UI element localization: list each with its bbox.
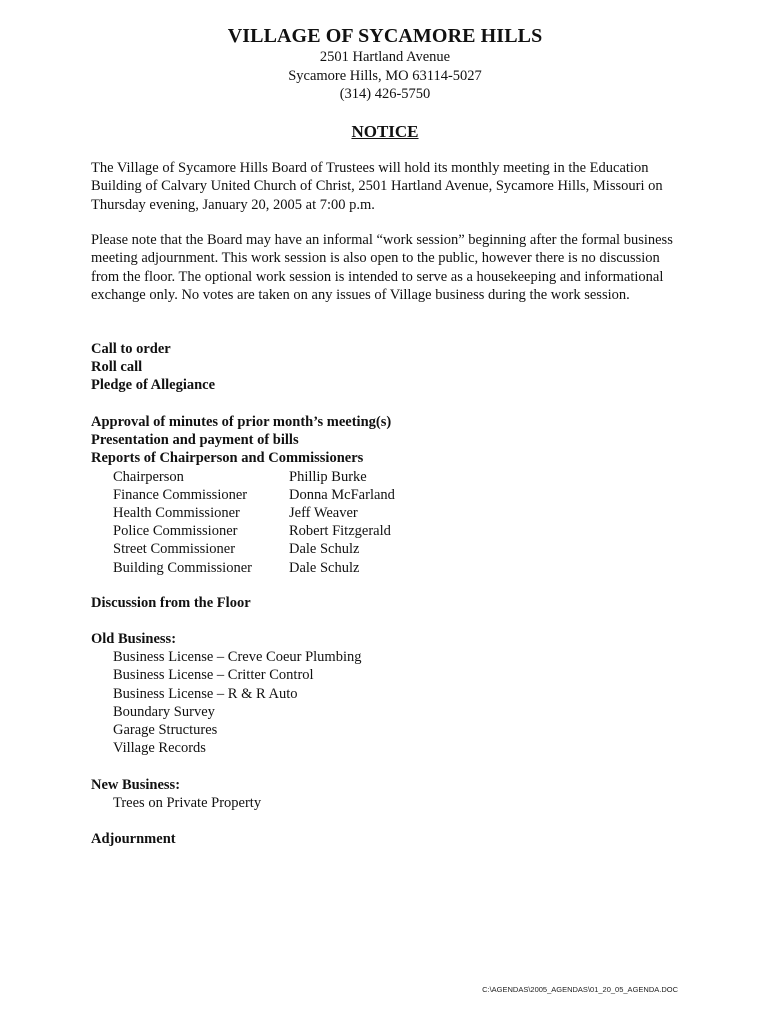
officer-title: Chairperson xyxy=(113,468,184,485)
street-address: 2501 Hartland Avenue xyxy=(319,49,451,65)
officer-name: Robert Fitzgerald xyxy=(289,523,391,540)
officer-title: Street Commissioner xyxy=(113,541,236,558)
officer-title: Police Commissioner xyxy=(113,523,238,540)
old-business-section xyxy=(91,630,691,757)
officer-row xyxy=(91,559,691,577)
agenda-item-roll-call: Roll call xyxy=(91,359,143,376)
agenda-item-discussion: Discussion from the Floor xyxy=(91,595,251,611)
agenda-item-bills: Presentation and payment of bills xyxy=(91,432,299,449)
reports-heading: Reports of Chairperson and Commissioners xyxy=(91,450,364,467)
officer-name: Phillip Burke xyxy=(289,468,367,485)
list-item: Boundary Survey xyxy=(113,703,215,720)
list-item: Trees on Private Property xyxy=(113,795,262,812)
list-item: Business License – Critter Control xyxy=(113,667,314,684)
opening-items xyxy=(91,340,691,395)
officer-row xyxy=(91,486,691,504)
reports-section xyxy=(91,413,691,577)
agenda-item-call-to-order: Call to order xyxy=(91,341,171,357)
file-path-footer: C:\AGENDAS\2005_AGENDAS\01_20_05_AGENDA.DOC xyxy=(482,985,678,994)
officer-row xyxy=(91,504,691,522)
city-state-zip: Sycamore Hills, MO 63114-5027 xyxy=(288,67,482,84)
phone-number: (314) 426-5750 xyxy=(339,86,431,102)
letterhead xyxy=(0,24,770,104)
old-business-heading: Old Business: xyxy=(91,631,177,647)
new-business-section xyxy=(91,776,691,812)
notice-title: NOTICE xyxy=(351,122,419,141)
officer-name: Dale Schulz xyxy=(289,559,360,576)
list-item: Village Records xyxy=(113,740,206,757)
new-business-heading: New Business: xyxy=(91,777,181,793)
officer-name: Dale Schulz xyxy=(289,541,360,558)
officer-row xyxy=(91,540,691,558)
officer-name: Jeff Weaver xyxy=(289,505,358,522)
agenda-item-approval-minutes: Approval of minutes of prior month’s meeting(s) xyxy=(91,414,392,430)
agenda-item-pledge: Pledge of Allegiance xyxy=(91,377,216,394)
officer-row xyxy=(91,522,691,540)
officer-title: Health Commissioner xyxy=(113,505,240,522)
meeting-announcement-paragraph: The Village of Sycamore Hills Board of Trustees will hold its monthly meeting in the Education Building of Calvary United Church of Christ, 2501 Hartland Avenue, Sycamore Hills, Missouri on Thursday evening, January 20, 2005 at 7:00 p.m. xyxy=(91,160,663,213)
officer-name: Donna McFarland xyxy=(289,486,395,503)
officer-row xyxy=(91,468,691,486)
work-session-paragraph: Please note that the Board may have an informal “work session” beginning after the formal business meeting adjournment. This work session is also open to the public, however there is no discussion from the floor. The optional work session is intended to serve as a housekeeping and informational exchange only. No votes are taken on any issues of Village business during the work session. xyxy=(91,232,673,303)
village-title: VILLAGE OF SYCAMORE HILLS xyxy=(227,25,543,47)
list-item: Business License – Creve Coeur Plumbing xyxy=(113,649,362,666)
list-item: Business License – R & R Auto xyxy=(113,685,298,702)
agenda-item-adjournment: Adjournment xyxy=(91,831,176,847)
officer-title: Building Commissioner xyxy=(113,559,252,576)
officer-title: Finance Commissioner xyxy=(113,486,248,503)
list-item: Garage Structures xyxy=(113,722,218,739)
